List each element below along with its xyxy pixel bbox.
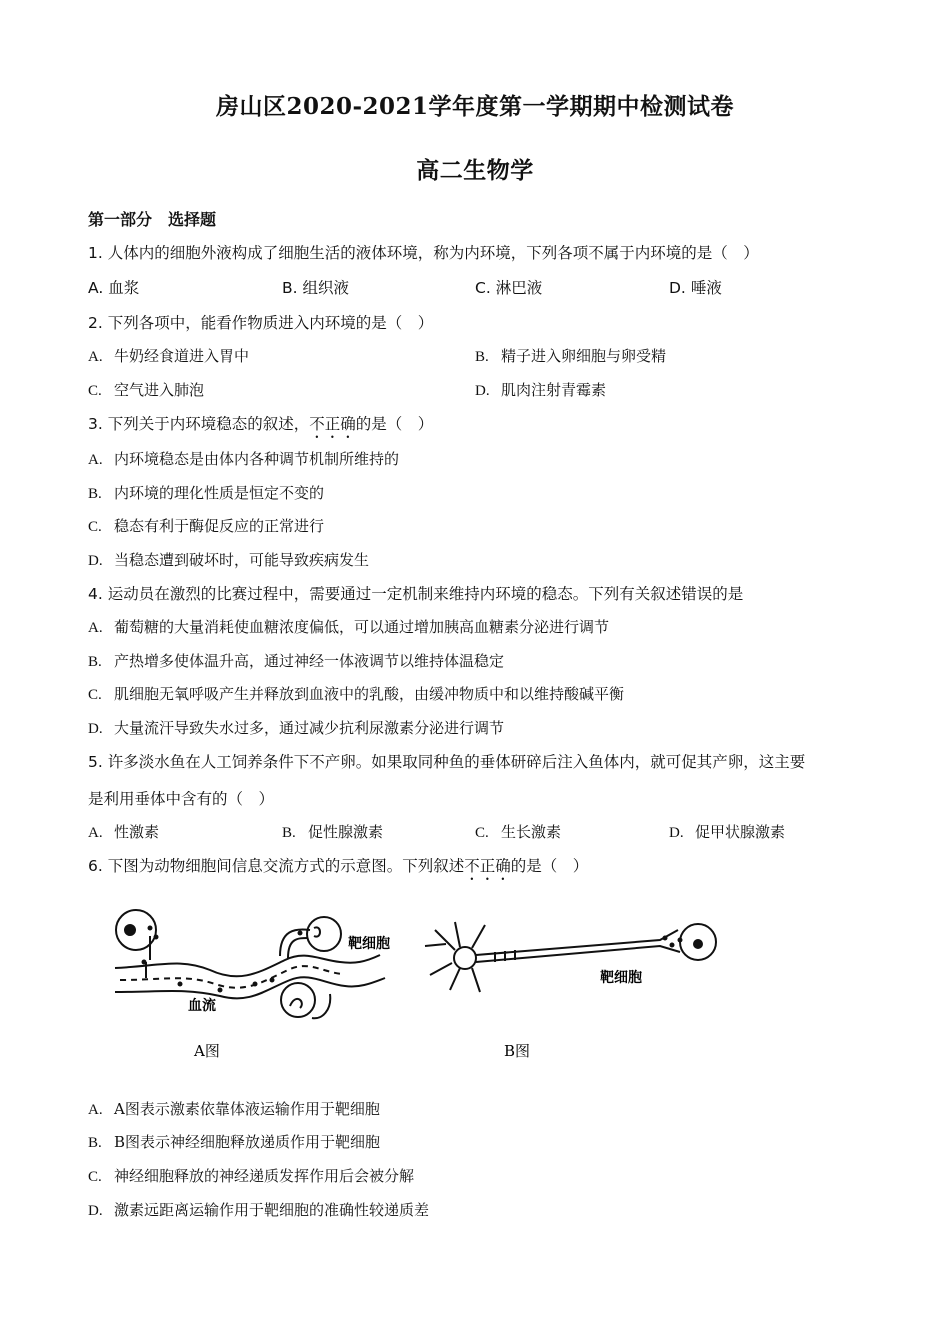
question-6-option-b[interactable]: B. B图表示神经细胞释放递质作用于靶细胞 <box>88 1133 381 1151</box>
blood-flow-label: 血流 <box>188 998 216 1014</box>
question-5-stem-line2: 是利用垂体中含有的（ ） <box>88 790 275 808</box>
question-4-option-c[interactable]: C. 肌细胞无氧呼吸产生并释放到血液中的乳酸，由缓冲物质中和以维持酸碱平衡 <box>88 685 625 703</box>
neuron <box>454 947 476 969</box>
target-cell-label-a: 靶细胞 <box>348 936 390 952</box>
option-c[interactable]: C. 淋巴液 <box>475 279 543 297</box>
question-6-option-c[interactable]: C. 神经细胞释放的神经递质发挥作用后会被分解 <box>88 1167 415 1185</box>
question-3-option-d[interactable]: D. 当稳态遭到破坏时，可能导致疾病发生 <box>88 551 370 569</box>
option-b[interactable]: B. 组织液 <box>282 279 350 297</box>
cell-signaling-diagram <box>100 900 720 1075</box>
figure-a-label: A图 <box>194 1042 220 1060</box>
option-a[interactable]: A. 血浆 <box>88 279 140 297</box>
target-cell-label-b: 靶细胞 <box>600 970 642 986</box>
emphasis-not-correct: 不正确 <box>309 415 356 433</box>
question-5-option-c[interactable]: C. 生长激素 <box>475 823 562 841</box>
question-6-option-a[interactable]: A. A图表示激素依靠体液运输作用于靶细胞 <box>88 1100 380 1118</box>
exam-title: 房山区2020-2021学年度第一学期期中检测试卷 <box>215 93 735 120</box>
question-3-stem: 3. 下列关于内环境稳态的叙述，不正确的是（ ） <box>88 415 434 433</box>
emphasis-not-correct: 不正确 <box>464 857 511 875</box>
question-6-stem: 6. 下图为动物细胞间信息交流方式的示意图。下列叙述不正确的是（ ） <box>88 857 589 875</box>
section-heading: 第一部分 选择题 <box>88 210 217 229</box>
target-cell-upper <box>307 917 341 951</box>
question-2-option-b[interactable]: B. 精子进入卵细胞与卵受精 <box>475 347 667 365</box>
question-4-option-d[interactable]: D. 大量流汗导致失水过多，通过减少抗利尿激素分泌进行调节 <box>88 719 505 737</box>
exam-subject: 高二生物学 <box>416 157 534 184</box>
question-2-option-d[interactable]: D. 肌肉注射青霉素 <box>475 381 607 399</box>
blood-vessel <box>115 955 380 976</box>
question-3-option-b[interactable]: B. 内环境的理化性质是恒定不变的 <box>88 484 325 502</box>
question-3-option-a[interactable]: A. 内环境稳态是由体内各种调节机制所维持的 <box>88 450 400 468</box>
question-2-option-a[interactable]: A. 牛奶经食道进入胃中 <box>88 347 250 365</box>
question-2-stem: 2. 下列各项中，能看作物质进入内环境的是（ ） <box>88 314 434 332</box>
question-4-option-a[interactable]: A. 葡萄糖的大量消耗使血糖浓度偏低，可以通过增加胰高血糖素分泌进行调节 <box>88 618 610 636</box>
question-5-option-d[interactable]: D. 促甲状腺激素 <box>669 823 786 841</box>
figure-b-label: B图 <box>504 1042 531 1060</box>
option-d[interactable]: D. 唾液 <box>669 279 722 297</box>
question-4-stem: 4. 运动员在激烈的比赛过程中，需要通过一定机制来维持内环境的稳态。下列有关叙述错误的是 <box>88 585 744 603</box>
question-4-option-b[interactable]: B. 产热增多使体温升高，通过神经一体液调节以维持体温稳定 <box>88 652 505 670</box>
question-1-stem: 1. 人体内的细胞外液构成了细胞生活的液体环境，称为内环境，下列各项不属于内环境的是（ ） <box>88 244 759 262</box>
question-3-option-c[interactable]: C. 稳态有利于酶促反应的正常进行 <box>88 517 325 535</box>
question-6-option-d[interactable]: D. 激素远距离运输作用于靶细胞的准确性较递质差 <box>88 1201 430 1219</box>
question-5-stem-line1: 5. 许多淡水鱼在人工饲养条件下不产卵。如果取同种鱼的垂体研碎后注入鱼体内，就可促其产卵，这主要 <box>88 753 806 771</box>
question-5-option-b[interactable]: B. 促性腺激素 <box>282 823 384 841</box>
question-2-option-c[interactable]: C. 空气进入肺泡 <box>88 381 205 399</box>
target-cell-lower <box>281 983 315 1017</box>
question-5-option-a[interactable]: A. 性激素 <box>88 823 160 841</box>
